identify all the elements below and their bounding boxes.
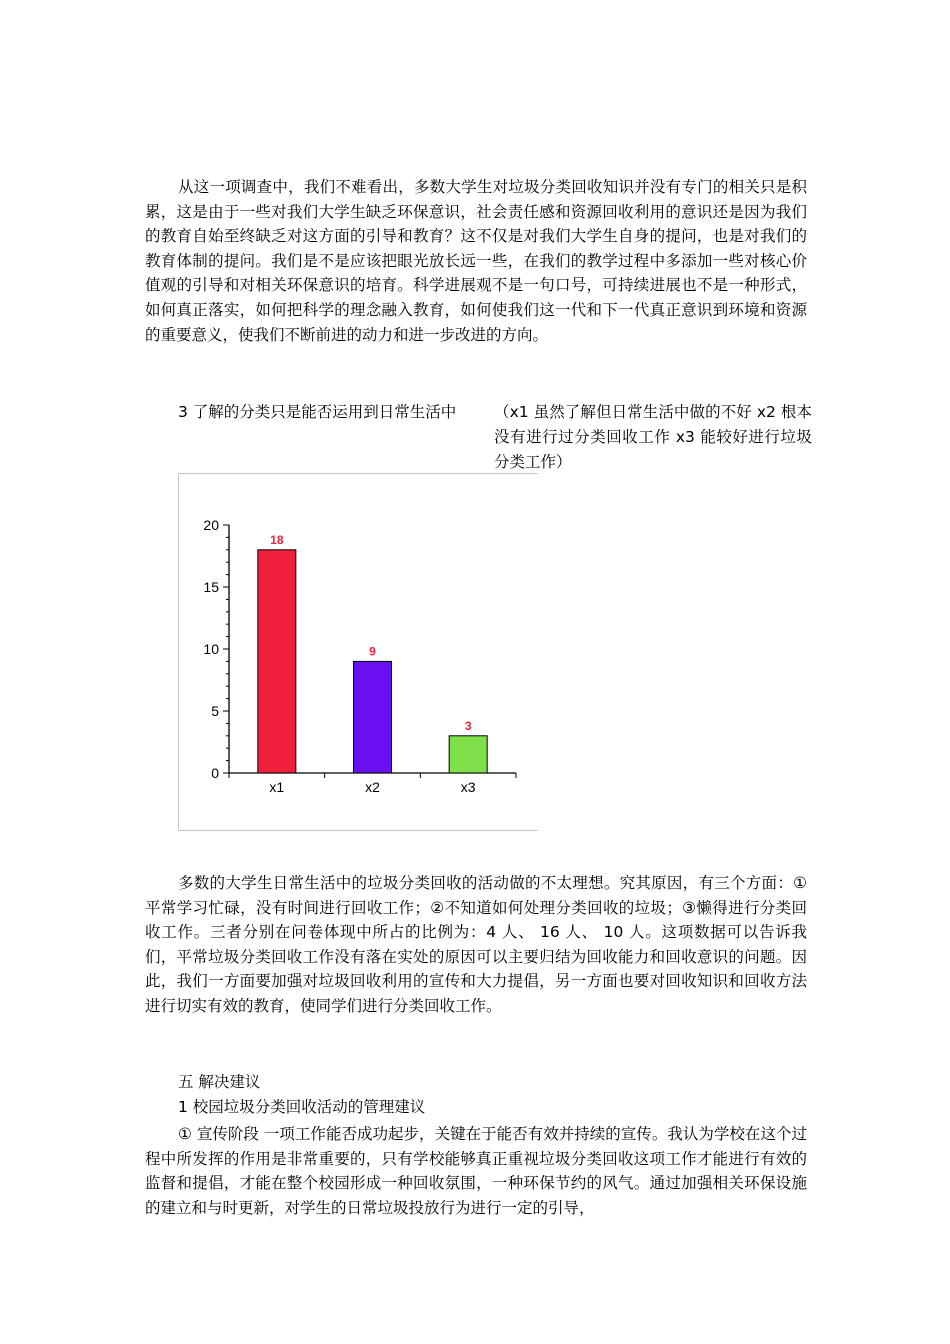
y-tick-label: 5 [211,703,219,719]
data-label-x3: 3 [464,718,472,733]
x-tick-label-x2: x2 [365,779,380,795]
bar-x3 [449,736,487,773]
bar-chart [179,474,539,832]
y-tick-label: 0 [211,765,219,781]
subsection-heading: 1 校园垃圾分类回收活动的管理建议 [178,1098,426,1116]
data-label-x2: 9 [369,644,376,659]
bar-x2 [354,661,392,773]
paragraph-daily-practice: 多数的大学生日常生活中的垃圾分类回收的活动做的不太理想。究其原因，有三个方面：①平常学习忙碌，没有时间进行回收工作；②不知道如何处理分类回收的垃圾；③懒得进行分类回收工作。三者分别在问卷体现中所占的比例为：4 人、 16 人、 10 人。这项数据可以告诉我们，平常垃圾分类回收工作没有落在实处的原因可以主要归结为回收能力和回收意识的问题。因此，我们一方面要加强对垃圾回收利用的宣传和大力提倡，另一方面也要对回收知识和回收方法进行切实有效的教育，使同学们进行分类回收工作。 [145,874,807,1015]
bar-x1 [258,550,296,773]
y-tick-label: 20 [203,517,219,533]
x-tick-label-x1: x1 [269,779,285,795]
bar-chart-container [178,473,538,831]
y-tick-label: 15 [203,579,219,595]
question-options: （x1 虽然了解但日常生活中做的不好 x2 根本没有进行过分类回收工作 x3 能较好进行垃圾分类工作） [494,403,812,471]
x-tick-label-x3: x3 [460,779,476,795]
section-heading: 五 解决建议 [178,1073,261,1091]
y-tick-label: 10 [203,641,219,657]
data-label-x1: 18 [270,532,284,547]
question-title: 3 了解的分类只是能否运用到日常生活中 [178,403,457,421]
paragraph-publicity-stage: ① 宣传阶段 一项工作能否成功起步，关键在于能否有效并持续的宣传。我认为学校在这个过程中所发挥的作用是非常重要的，只有学校能够真正重视垃圾分类回收这项工作才能进行有效的监督和提倡，才能在整个校园形成一种回收氛围，一种环保节约的风气。通过加强相关环保设施的建立和与时更新，对学生的日常垃圾投放行为进行一定的引导， [145,1125,807,1217]
paragraph-survey-analysis: 从这一项调查中，我们不难看出，多数大学生对垃圾分类回收知识并没有专门的相关只是积累，这是由于一些对我们大学生缺乏环保意识，社会责任感和资源回收利用的意识还是因为我们的教育自始至终缺乏对这方面的引导和教育？这不仅是对我们大学生自身的提问，也是对我们的教育体制的提问。我们是不是应该把眼光放长远一些，在我们的教学过程中多添加一些对核心价值观的引导和对相关环保意识的培育。科学进展观不是一句口号，可持续进展也不是一种形式，如何真正落实，如何把科学的理念融入教育，如何使我们这一代和下一代真正意识到环境和资源的重要意义，使我们不断前进的动力和进一步改进的方向。 [145,178,807,344]
